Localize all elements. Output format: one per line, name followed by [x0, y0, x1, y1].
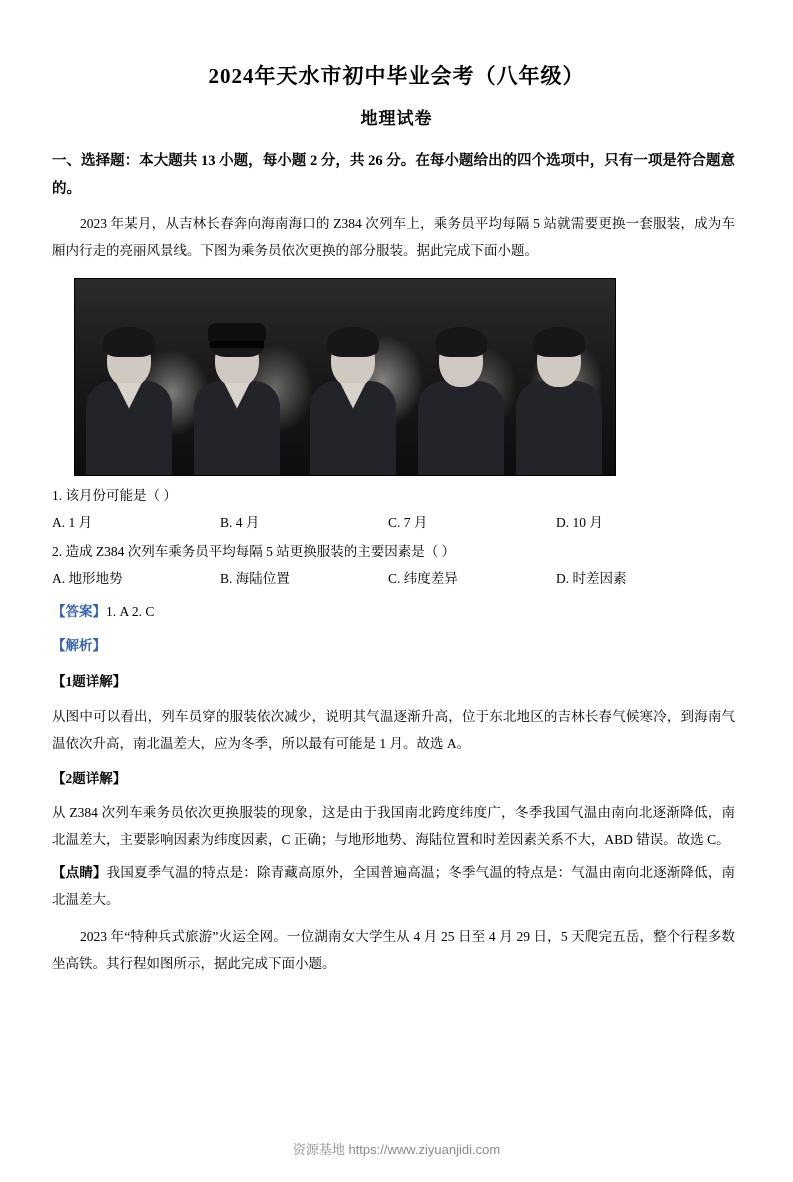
option-2-d[interactable]: D. 时差因素: [556, 570, 627, 586]
option-1-a[interactable]: A. 1 月: [52, 514, 93, 530]
option-1-c[interactable]: C. 7 月: [388, 514, 428, 530]
detail-1-text: 从图中可以看出，列车员穿的服装依次减少，说明其气温逐渐升高，位于东北地区的吉林长春气候寒冷，到海南气温依次升高，南北温差大，应为冬季，所以最有可能是 1 月。故选 A。: [52, 708, 735, 751]
document-page: [0, 60, 793, 1182]
question-1-options: [52, 509, 735, 536]
answer-label: 【答案】: [52, 603, 106, 619]
section-heading: 一、选择题：本大题共 13 小题，每小题 2 分，共 26 分。在每小题给出的四个选项中，只有一项是符合题意的。: [52, 153, 735, 198]
option-1-b[interactable]: B. 4 月: [220, 514, 260, 530]
answer-value: 1. A 2. C: [106, 603, 155, 619]
photo-person-1: [83, 325, 175, 475]
option-2-b[interactable]: B. 海陆位置: [220, 570, 290, 586]
analysis-row: [52, 632, 735, 660]
page-subtitle: 地理试卷: [360, 109, 433, 128]
material-paragraph-2: 2023 年“特种兵式旅游”火运全网。一位湖南女大学生从 4 月 25 日至 4 月 29 日，5 天爬完五岳，整个行程多数坐高铁。其行程如图所示，据此完成下面小题。: [52, 928, 735, 971]
document-body: [52, 147, 735, 977]
watermark: 资源基地 https://www.ziyuanjidi.com: [292, 1142, 501, 1157]
detail-2-label: 【2题详解】: [52, 770, 127, 786]
highlight-row: [52, 859, 735, 913]
photo-person-2: [191, 325, 283, 475]
clothing-photo-figure: [74, 278, 616, 476]
question-1-text: 该月份可能是（ ）: [65, 487, 177, 503]
answer-row: [52, 598, 735, 626]
option-1-d[interactable]: D. 10 月: [556, 514, 603, 530]
analysis-label: 【解析】: [52, 637, 106, 653]
option-2-c[interactable]: C. 纬度差异: [388, 570, 458, 586]
photo-person-5: [513, 325, 605, 475]
question-1-number: 1.: [52, 487, 63, 503]
material-paragraph-1: 2023 年某月，从吉林长春奔向海南海口的 Z384 次列车上，乘务员平均每隔 5 站就需要更换一套服装，成为车厢内行走的亮丽风景线。下图为乘务员依次更换的部分服装。据此完成下面小题。: [52, 215, 735, 258]
photo-person-3: [307, 325, 399, 475]
question-2-options: [52, 565, 735, 592]
highlight-text: 我国夏季气温的特点是：除青藏高原外，全国普遍高温；冬季气温的特点是：气温由南向北逐渐降低，南北温差大。: [52, 864, 736, 907]
detail-1-label: 【1题详解】: [52, 674, 127, 690]
page-title: 2024年天水市初中毕业会考（八年级）: [208, 64, 585, 88]
question-1-stem: [52, 482, 735, 509]
detail-2-text: 从 Z384 次列车乘务员依次更换服装的现象，这是由于我国南北跨度纬度广，冬季我国气温由南向北逐渐降低，南北温差大，主要影响因素为纬度因素，C 正确；与地形地势、海陆位置和时差因素关系不大，ABD 错误。故选 C。: [52, 804, 735, 847]
option-2-a[interactable]: A. 地形地势: [52, 570, 123, 586]
question-2-text: 造成 Z384 次列车乘务员平均每隔 5 站更换服装的主要因素是（ ）: [65, 543, 456, 559]
question-2-number: 2.: [52, 543, 63, 559]
photo-person-4: [415, 325, 507, 475]
highlight-label: 【点睛】: [52, 864, 107, 880]
question-2-stem: [52, 538, 735, 565]
